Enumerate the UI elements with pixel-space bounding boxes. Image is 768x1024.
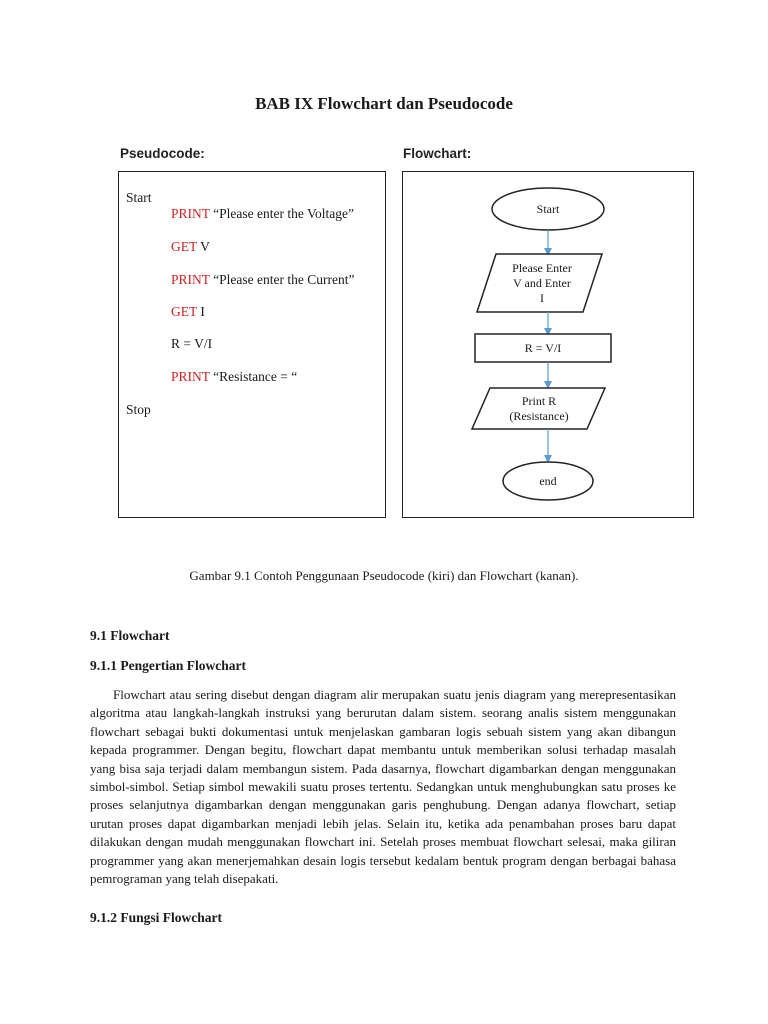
pseudo-text: “Please enter the Current” <box>209 272 355 287</box>
input-label-2: V and Enter <box>513 276 571 290</box>
end-terminal-label: end <box>539 474 557 488</box>
pseudo-text: I <box>197 304 205 319</box>
pseudocode-label: Pseudocode: <box>120 146 205 161</box>
pseudo-line-5: R = V/I <box>171 336 213 351</box>
pseudo-keyword: PRINT <box>171 272 210 287</box>
output-label-2: (Resistance) <box>509 409 569 423</box>
page-title: BAB IX Flowchart dan Pseudocode <box>255 94 513 113</box>
figure-caption: Gambar 9.1 Contoh Penggunaan Pseudocode (kiri) dan Flowchart (kanan). <box>189 568 579 583</box>
pseudo-keyword: GET <box>171 239 197 254</box>
section-heading: 9.1 Flowchart <box>90 628 170 643</box>
pseudo-keyword: GET <box>171 304 197 319</box>
pseudo-text: “Resistance = “ <box>209 369 298 384</box>
input-label-1: Please Enter <box>512 261 572 275</box>
subsection-heading-fungsi: 9.1.2 Fungsi Flowchart <box>90 910 223 925</box>
input-label-3: I <box>540 291 544 305</box>
pseudo-start: Start <box>126 190 152 205</box>
subsection-heading: 9.1.1 Pengertian Flowchart <box>90 658 246 673</box>
pseudo-text: “Please enter the Voltage” <box>209 206 354 221</box>
start-terminal-label: Start <box>536 202 560 216</box>
output-label-1: Print R <box>521 394 557 408</box>
pseudo-stop: Stop <box>126 402 151 417</box>
pseudo-keyword: PRINT <box>171 369 210 384</box>
body-paragraph: Flowchart atau sering disebut dengan diagram alir merupakan suatu jenis diagram yang merepresentasikan algoritma atau langkah-langkah instruksi yang berurutan dalam sistem. seorang analis sistem menggunakan flowchart sebagai bukti dokumentasi untuk menjelaskan gambaran logis sebuah sistem yang akan dibangun kepada programmer. Dengan begitu, flowchart dapat membantu untuk memberikan solusi terhadap masalah yang bisa saja terjadi dalam membangun sistem. Pada dasarnya, flowchart digambarkan dengan menggunakan simbol-simbol. Setiap simbol mewakili suatu proses tertentu. Sedangkan untuk menghubungkan satu proses ke proses selanjutnya digambarkan dengan menggunakan garis penghubung. Dengan adanya flowchart, setiap urutan proses dapat digambarkan menjadi lebih jelas. Selain itu, ketika ada penambahan proses baru dapat dilakukan dengan mudah menggunakan flowchart ini. Setelah proses membuat flowchart selesai, maka giliran programmer yang akan menerjemahkan desain logis tersebut kedalam bentuk program dengan berbagai bahasa pemrograman yang telah disepakati. <box>90 687 676 887</box>
process-label: R = V/I <box>524 341 562 355</box>
flowchart-label: Flowchart: <box>403 146 472 161</box>
pseudo-text: V <box>197 239 210 254</box>
pseudo-keyword: PRINT <box>171 206 210 221</box>
